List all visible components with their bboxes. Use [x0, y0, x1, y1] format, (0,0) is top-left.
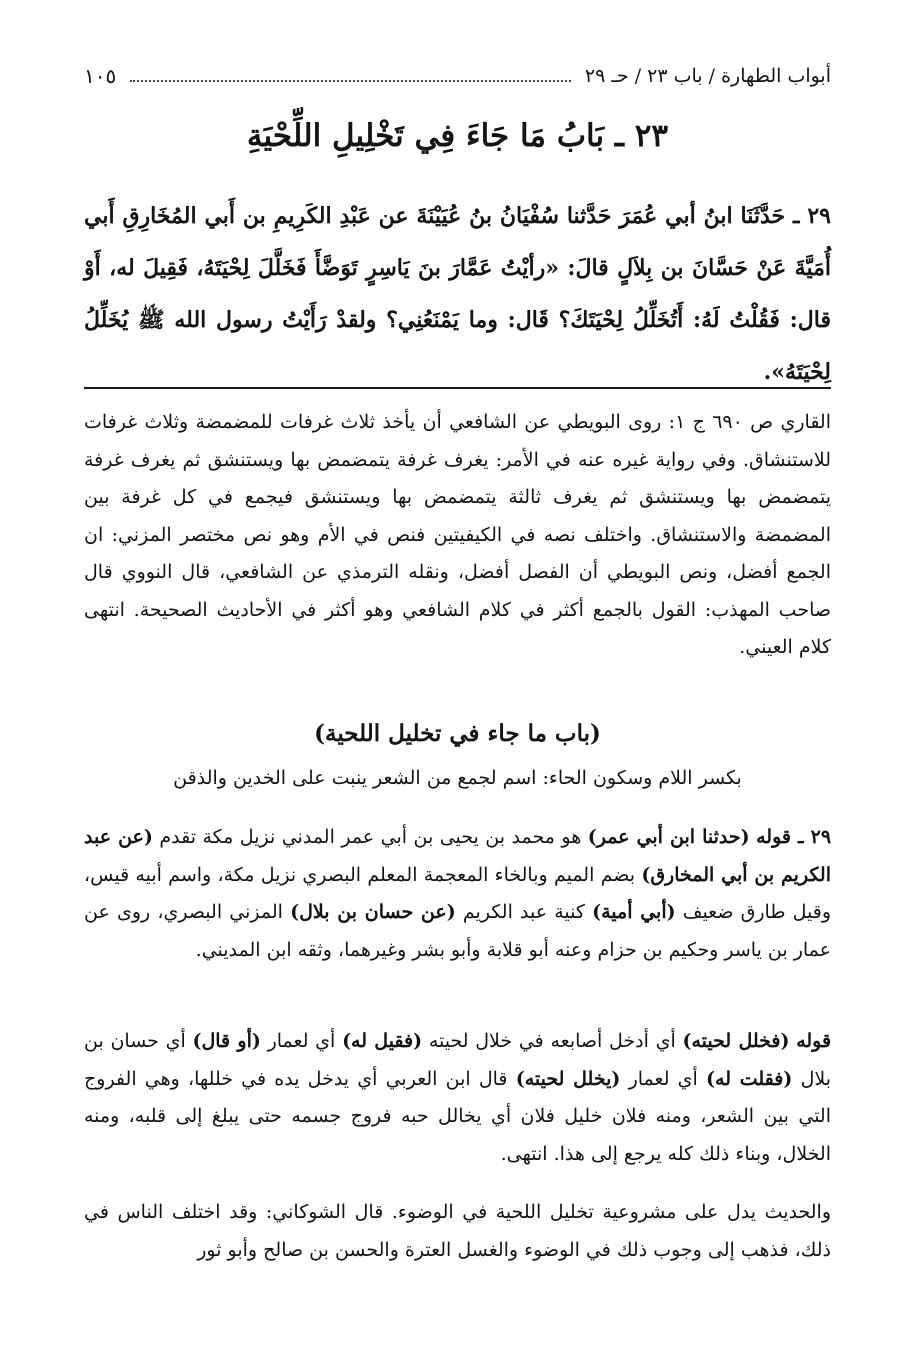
para2-lead: قوله [796, 1030, 832, 1052]
para1-quote-4: (عن حسان بن بلال) [290, 901, 456, 923]
para2-quote-4: (فقلت له) [706, 1067, 793, 1090]
para2-text-2: أي لعمار [267, 1030, 336, 1052]
para1-quote-3: (أبي أمية) [592, 901, 676, 923]
para2-quote-2: (فقيل له) [342, 1030, 423, 1052]
para2-quote-1: (فخلل لحيته) [682, 1030, 790, 1052]
para2-text-5: قال ابن العربي أي يدخل يده في خللها، وهي الفروج التي بين الشعر، ومنه فلان خليل فلان أي يخالل حبه فروج جسمه حتى يبلغ إلى قلبه، ومنه الخلال، وبناء ذلك كله يرجع إلى هذا. انتهى. [84, 1067, 831, 1165]
para1-text-2: بضم الميم وبالخاء المعجمة المعلم البصري نزيل مكة، واسم أبيه قيس، وقيل طارق ضعيف [84, 863, 832, 923]
commentary-sub-note: بكسر اللام وسكون الحاء: اسم لجمع من الشعر ينبت على الخدين والذقن [173, 767, 742, 789]
hadith-number: ٢٩ ـ [793, 203, 831, 229]
commentary-paragraph-3: والحديث يدل على مشروعية تخليل اللحية في الوضوء. قال الشوكاني: وقد اختلف الناس في ذلك، فذهب إلى وجوب ذلك في الوضوء والغسل العترة والحسن بن صالح وأبو ثور [84, 1201, 831, 1261]
commentary-sub-heading: (باب ما جاء في تخليل اللحية) [314, 720, 601, 747]
commentary-paragraph-1 [84, 819, 831, 969]
para2-text-4: أي لعمار [628, 1067, 698, 1090]
para2-quote-5: (يخلل لحيته) [515, 1067, 621, 1090]
hadith-text [84, 190, 831, 398]
para2-quote-3: (أو قال) [192, 1030, 261, 1052]
separator-rule [84, 387, 831, 389]
commentary-paragraph-2 [84, 1023, 831, 1173]
hadith-body: حَدَّثَنَا ابنُ أبي عُمَرَ حَدَّثنا سُفْيَانُ بنُ عُيَيْنَةَ عن عَبْدِ الكَرِيمِ بن أَبي المُخَارِقِ أَبي أُمَيَّةَ عَنْ حَسَّانَ بن بِلاَلٍ قالَ: «رأيْتُ عَمَّارَ بنَ يَاسِرٍ تَوَضَّأَ فَخَلَّلَ لِحْيَتَهُ، فَقِيلَ له، أَوْ قال: فَقُلْتُ لَهُ: أَتُخَلِّلُ لِحْيَتَكَ؟ قَال: وما يَمْنَعُنِي؟ ولقدْ رَأَيْتُ رسول الله ﷺ يُخَلِّلُ لِحْيَتَهُ». [84, 203, 831, 385]
running-header [84, 58, 831, 94]
para1-lead: ٢٩ ـ قوله [756, 826, 832, 848]
para1-quote-2: (عن عبد الكريم بن أبي المخارق) [84, 826, 831, 886]
para2-text-1: أي أدخل أصابعه في خلال لحيته [428, 1030, 676, 1052]
para1-quote-1: (حدثنا ابن أبي عمر) [587, 826, 750, 848]
chapter-title: ٢٣ ـ بَابُ مَا جَاءَ فِي تَخْلِيلِ اللِّحْيَةِ [246, 118, 669, 154]
para1-text-3: كنية عبد الكريم [462, 901, 585, 923]
page-number: ١٠٥ [84, 64, 117, 88]
commentary-note: القاري ص ٦٩٠ ج ١: روى البويطي عن الشافعي أن يأخذ ثلاث غرفات للمضمضة وثلاث غرفات للاستنشاق. وفي رواية غيره عنه في الأمر: يغرف غرفة يتمضمض بها ويستنشق ثم يغرف غرفة يتمضمض بها ويستنشق ثم يغرف ثالثة يتمضمض بها ويستنشق فيجمع في كل غرفة بين المضمضة والاستنشاق. واختلف نصه في الكيفيتين فنص في الأم وهو نص مختصر المزني: ان الجمع أفضل، ونص البويطي أن الفصل أفضل، ونقله الترمذي عن الشافعي، قال النووي قال صاحب المهذب: القول بالجمع أكثر في كلام الشافعي وهو أكثر في الأحاديث الصحيحة. انتهى كلام العيني. [84, 411, 831, 658]
para2-text-3: أي حسان بن بلال [84, 1030, 831, 1090]
running-header-title: أبواب الطهارة / باب ٢٣ / حـ ٢٩ [584, 65, 831, 87]
para1-text-4: المزني البصري، روى عن عمار بن ياسر وحكيم بن حزام وعنه أبو قلابة وأبو بشر وغيرهما، وثقه ابن المديني. [84, 901, 831, 961]
leader-dots [130, 80, 571, 82]
para1-text-1: هو محمد بن يحيى بن أبي عمر المدني نزيل مكة تقدم [159, 826, 582, 848]
